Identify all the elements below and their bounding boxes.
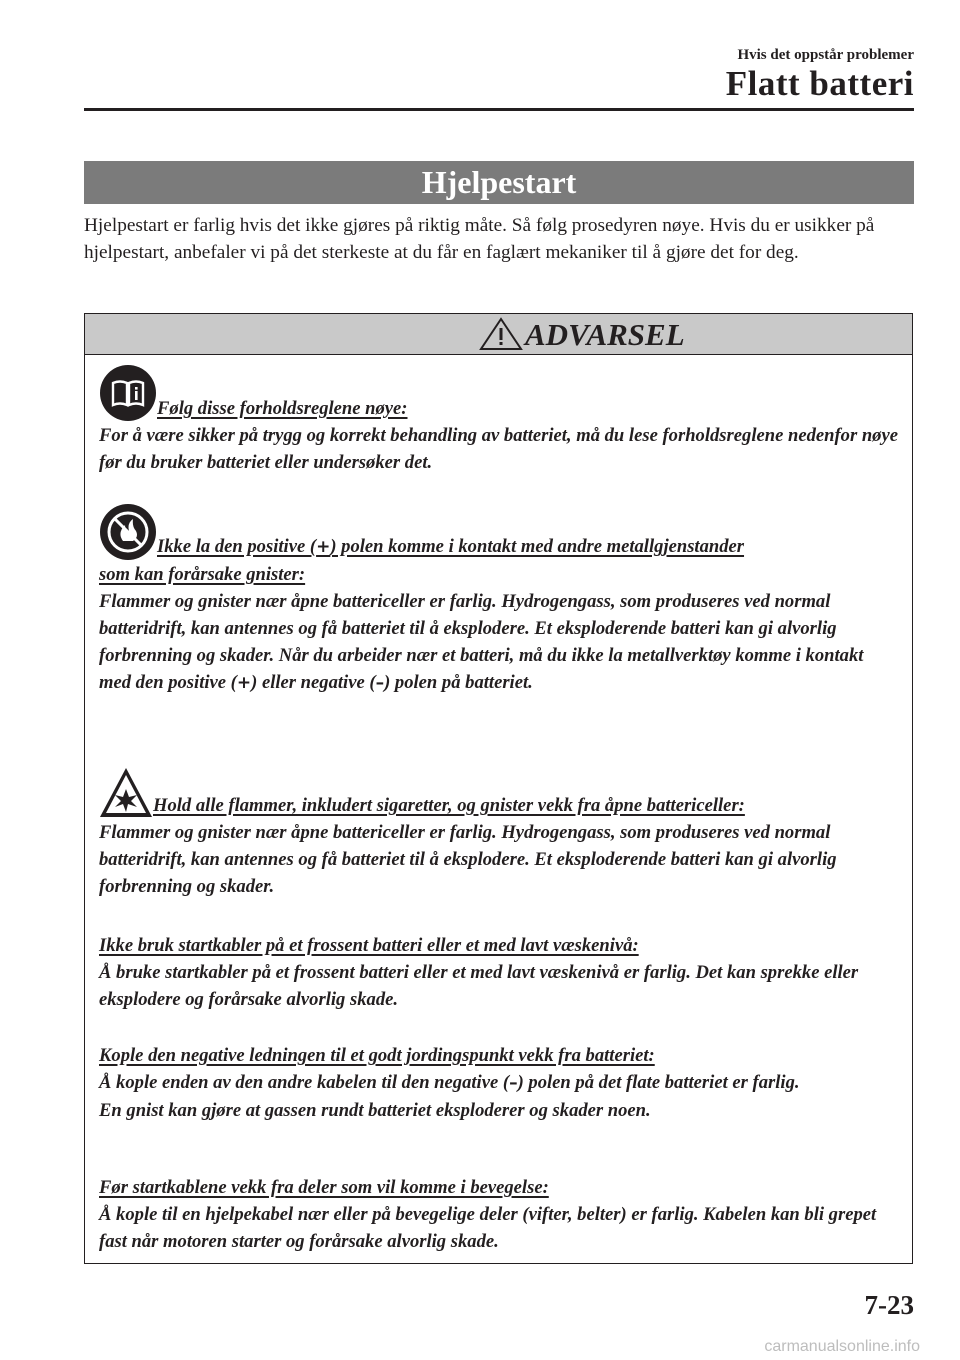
section-title-bar: Hjelpestart (84, 161, 914, 204)
warning-item-1-heading: Følg disse forholdsreglene nøye: (157, 398, 408, 419)
warning-item-6-heading: Før startkablene vekk fra deler som vil komme i bevegelse: (99, 1177, 549, 1198)
warning-item-3-body: Flammer og gnister nær åpne battericeller er farlig. Hydrogengass, som produseres ved normal batteridrift, kan antennes og få batteriet til å eksplodere. Et eksploderende batteri kan gi alvorlig forbrenning og skader. (99, 822, 837, 897)
warning-label: ADVARSEL (525, 317, 685, 352)
minus-symbol: – (509, 1073, 518, 1093)
book-info-icon (99, 364, 157, 422)
warning-item-4 (99, 932, 899, 1013)
warning-item-1 (99, 364, 899, 476)
explosion-warning-icon (99, 767, 153, 819)
page-number: 7-23 (864, 1290, 914, 1320)
warning-item-2-heading-b: ) polen komme i kontakt med andre metallgjenstander (330, 536, 745, 557)
minus-symbol: – (375, 673, 385, 693)
intro-paragraph: Hjelpestart er farlig hvis det ikke gjøres på riktig måte. Så følg prosedyren nøye. Hvis du er usikker på hjelpestart, anbefaler vi på det sterkeste at du får en faglært mekaniker til å gjøre det for deg. (84, 215, 875, 263)
watermark: carmanualsonline.info (764, 1338, 920, 1355)
plus-symbol: + (316, 537, 331, 557)
page-header-title: Flatt batteri (725, 64, 914, 103)
no-flame-icon (99, 503, 157, 561)
warning-header (85, 314, 912, 355)
warning-item-6 (99, 1174, 899, 1255)
warning-item-3-heading: Hold alle flammer, inkludert sigaretter, og gnister vekk fra åpne battericeller: (153, 795, 745, 816)
warning-item-6-body: Å kople til en hjelpekabel nær eller på bevegelige deler (vifter, belter) er farlig. Kabelen kan bli grepet fast når motoren starter og forårsake alvorlig skade. (99, 1204, 877, 1252)
warning-item-5-heading: Kople den negative ledningen til et godt jordingspunkt vekk fra batteriet: (99, 1045, 655, 1066)
header-rule (84, 108, 914, 111)
warning-item-2-heading-a: Ikke la den positive ( (157, 536, 317, 557)
page-header-section: Hvis det oppstår problemer (737, 47, 914, 63)
warning-item-5-body: Å kople enden av den andre kabelen til den negative (–) polen på det flate batteriet er farlig. (99, 1072, 800, 1093)
warning-triangle-icon (479, 317, 523, 351)
warning-item-2-body: Flammer og gnister nær åpne battericeller er farlig. Hydrogengass, som produseres ved normal batteridrift, kan antennes og få batteriet til å eksplodere. Et eksploderende batteri kan gi alvorlig forbrenning og skader. Når du arbeider nær et batteri, må du ikke la metallverktøy komme i kontakt med den positive (+) eller negative (–) polen på batteriet. (99, 591, 864, 693)
warning-item-2-heading-c: som kan forårsake gnister: (99, 564, 306, 585)
warning-item-2 (99, 503, 899, 697)
warning-item-5-body2: En gnist kan gjøre at gassen rundt batteriet eksploderer og skader noen. (99, 1100, 651, 1121)
plus-symbol: + (236, 673, 252, 693)
warning-item-5 (99, 1042, 899, 1124)
warning-item-4-heading: Ikke bruk startkabler på et frossent batteri eller et med lavt væskenivå: (99, 935, 639, 956)
warning-item-4-body: Å bruke startkabler på et frossent batteri eller et med lavt væskenivå er farlig. Det kan sprekke eller eksplodere og forårsake alvorlig skade. (99, 962, 859, 1010)
warning-item-3 (99, 767, 899, 900)
warning-item-1-body: For å være sikker på trygg og korrekt behandling av batteriet, må du lese forholdsreglene nedenfor nøye før du bruker batteriet eller undersøker det. (99, 425, 898, 473)
warning-box (84, 313, 913, 1264)
